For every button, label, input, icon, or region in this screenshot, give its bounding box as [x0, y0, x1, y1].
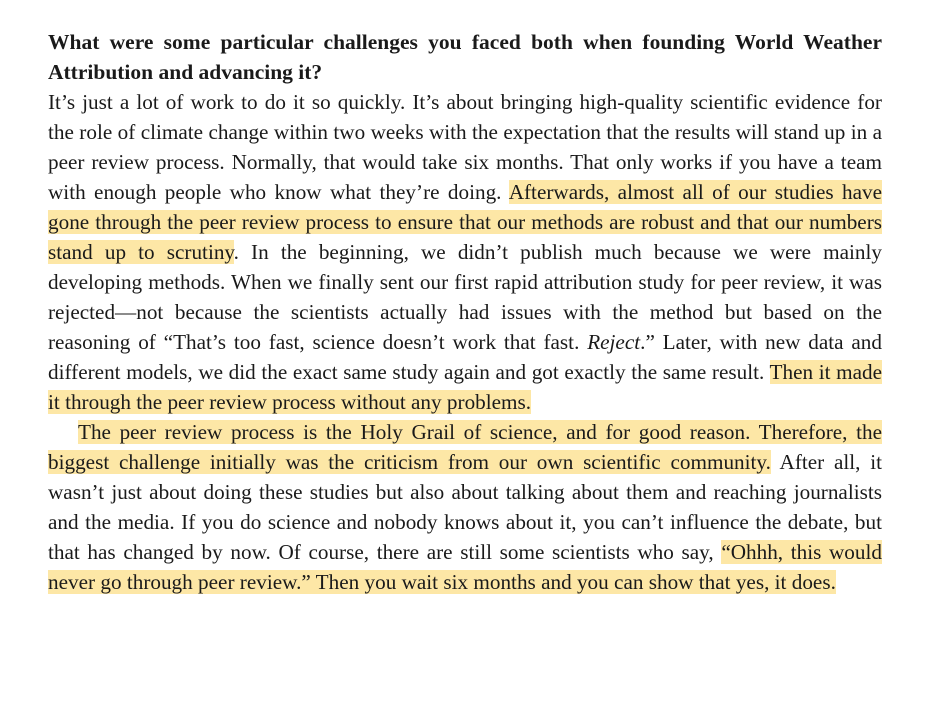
- highlighted-text: “Ohhh, this would never go through peer review.” Then you wait six months and you can show that yes, it does.: [48, 540, 882, 594]
- emphasized-text: Reject: [587, 330, 641, 354]
- highlighted-text: Then it made it through the peer review process without any problems.: [48, 360, 882, 414]
- answer-text: .” Later, with new data and different models, we did the exact same study again and got exactly the same result.: [48, 330, 882, 384]
- article-page: [48, 27, 882, 597]
- answer-text: After all, it wasn’t just about doing these studies but also about talking about them and reaching journalists and the media. If you do science and nobody knows about it, you can’t influence the debate, but that has changed by now. Of course, there are still some scientists who say,: [48, 450, 882, 564]
- highlighted-text: Afterwards, almost all of our studies have gone through the peer review process to ensure that our methods are robust and that our numbers stand up to scrutiny: [48, 180, 882, 264]
- answer-text: It’s just a lot of work to do it so quickly. It’s about bringing high-quality scientific evidence for the role of climate change within two weeks with the expectation that the results will stand up in a peer review process. Normally, that would take six months. That only works if you have a team with enough people who know what they’re doing.: [48, 90, 882, 204]
- answer-paragraph-1: [48, 87, 882, 417]
- answer-paragraph-2: [48, 417, 882, 597]
- interview-question: What were some particular challenges you faced both when founding World Weather Attribution and advancing it?: [48, 30, 882, 84]
- highlighted-text: The peer review process is the Holy Grail of science, and for good reason. Therefore, the biggest challenge initially was the criticism from our own scientific community.: [48, 420, 882, 474]
- answer-text: . In the beginning, we didn’t publish much because we were mainly developing methods. When we finally sent our first rapid attribution study for peer review, it was rejected—not because the scientists actually had issues with the method but based on the reasoning of “That’s too fast, science doesn’t work that fast.: [48, 240, 882, 354]
